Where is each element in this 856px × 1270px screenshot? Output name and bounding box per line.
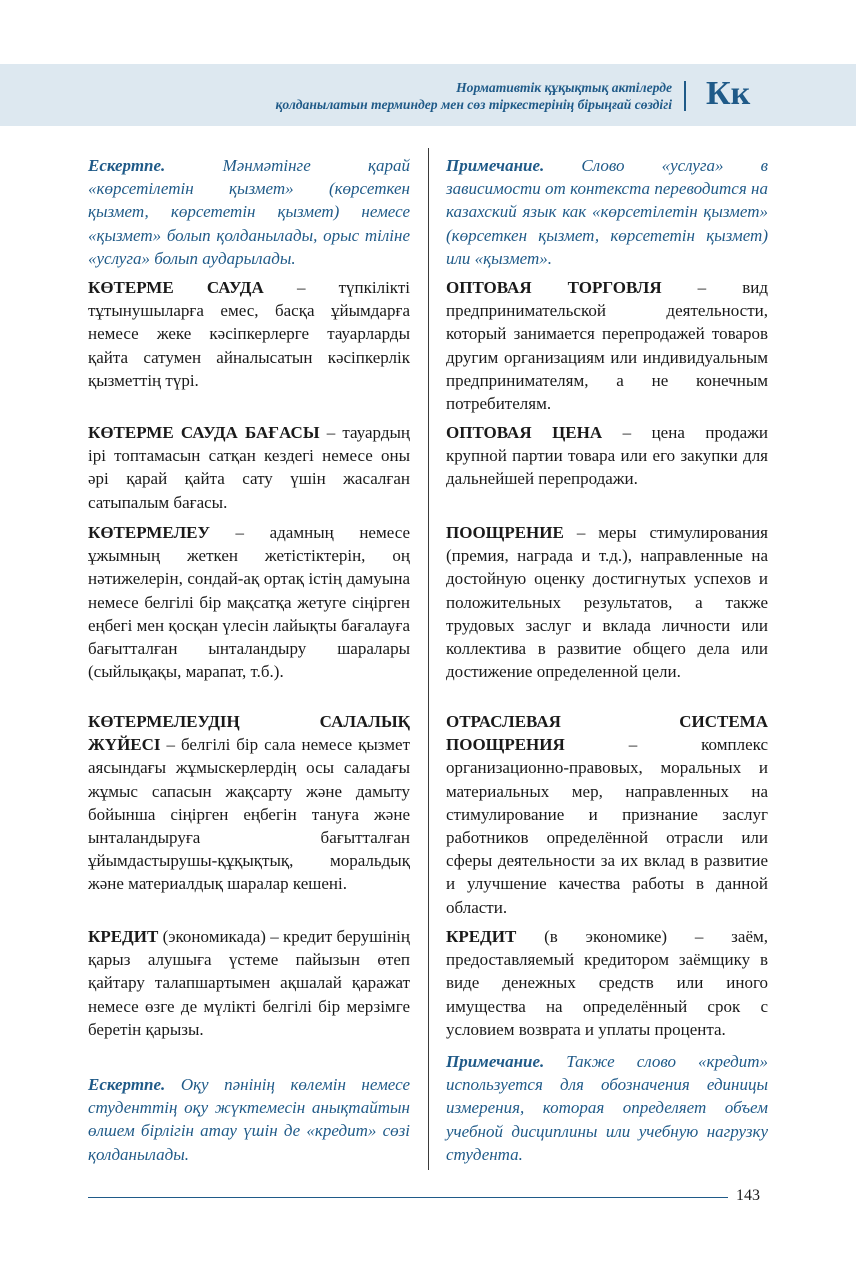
- note-label: Примечание.: [446, 156, 545, 175]
- entry-koterme-sauda: [88, 276, 410, 392]
- entry-otraslevaya-sistema-pooshchreniya: [446, 710, 768, 919]
- entry-definition: – комплекс организационно-правовых, моральных и материальных мер, направленных на стимулирование и признание заслуг работников определённой отрасли или сферы деятельности за их вклад в развитие и улучшение качества работы в данной области.: [446, 735, 768, 917]
- section-letter: Кк: [706, 75, 751, 112]
- entry-kotermeleu: [88, 521, 410, 683]
- entry-definition: – цена продажи крупной партии товара или его закупки для дальнейшей перепродажи.: [446, 423, 768, 489]
- entry-definition: – вид предпринимательской деятельности, который занимается перепродажей товаров другим организациям или индивидуальным предпринимателям, а не конечным потребителям.: [446, 278, 768, 414]
- entry-definition: (в экономике) – заём, предоставляемый кредитором заёмщику в виде денежных средств или иного имущества на определённый срок с условием возврата и уплаты процента.: [446, 927, 768, 1039]
- dictionary-title: [275, 79, 672, 113]
- entry-term: КӨТЕРМЕЛЕУ: [88, 523, 210, 542]
- note-label: Ескертпе.: [88, 1075, 166, 1094]
- entry-term: ПООЩРЕНИЕ: [446, 523, 564, 542]
- note-text: Слово «услуга» в зависимости от контекста переводится на казахский язык как «көрсетілетін қызмет» (көрсеткен қызмет, көрсететін қызмет) или «қызмет».: [446, 156, 768, 268]
- entry-optovaya-cena: [446, 421, 768, 491]
- note-paragraph-ru-2: [446, 1050, 768, 1166]
- entry-term: КӨТЕРМЕ САУДА БАҒАСЫ: [88, 423, 320, 442]
- page-number: 143: [736, 1187, 760, 1204]
- entry-term: ОТРАСЛЕВАЯ СИСТЕМА ПООЩРЕНИЯ: [446, 712, 768, 755]
- note-text: Оқу пәнінің көлемін немесе студенттің оқу жүктемесін анықтайтын өлшем бірлігін атау үшін де «кредит» сөзі қолданылады.: [88, 1075, 410, 1164]
- note-label: Ескертпе.: [88, 156, 166, 175]
- note-paragraph-kk-1: [88, 154, 410, 270]
- entry-term: КРЕДИТ: [88, 927, 159, 946]
- entry-term: КӨТЕРМЕЛЕУДІҢ САЛАЛЫҚ ЖҮЙЕСІ: [88, 712, 410, 755]
- entry-kredit-ru: [446, 925, 768, 1041]
- note-paragraph-kk-2: [88, 1073, 410, 1166]
- dictionary-title-line-2: қолданылатын терминдер мен сөз тіркестерінің бірыңғай сөздігі: [275, 97, 672, 112]
- header-divider: [684, 81, 686, 111]
- entry-kredit-kk: [88, 925, 410, 1041]
- entry-term: ОПТОВАЯ ЦЕНА: [446, 423, 603, 442]
- entry-definition: (экономикада) – кредит берушінің қарыз алушыға үстеме пайызын өтеп қайтару талапшартымен ақшалай қаражат немесе өзге де мүлікті белгілі бір мерзімге беретін қарызы.: [88, 927, 410, 1039]
- column-divider: [428, 148, 429, 1170]
- entry-term: КРЕДИТ: [446, 927, 517, 946]
- note-label: Примечание.: [446, 1052, 545, 1071]
- entry-definition: – түпкілікті тұтынушыларға емес, басқа ұйымдарға немесе жеке кәсіпкерлерге тауарларды қайта сатумен айналысатын кәсіпкерлік қызметтің түрі.: [88, 278, 410, 390]
- entry-pooshchrenie: [446, 521, 768, 683]
- footer-rule: [88, 1197, 728, 1198]
- entry-optovaya-torgovlya: [446, 276, 768, 415]
- entry-definition: – тауардың ірі топтамасын сатқан кездегі немесе оны әрі қарай қайта сату үшін жасалған сатыпалым бағасы.: [88, 423, 410, 512]
- entry-definition: – меры стимулирования (премия, награда и т.д.), направленные на достойную оценку достигнутых успехов и положительных результатов, а также трудовых заслуг и вклада личности или коллектива в развитие общего дела или достижение определенной цели.: [446, 523, 768, 682]
- entry-term: КӨТЕРМЕ САУДА: [88, 278, 264, 297]
- entry-kotermeleudin-salalyk-zhuiesi: [88, 710, 410, 896]
- entry-koterme-sauda-bagasy: [88, 421, 410, 514]
- entry-definition: – белгілі бір сала немесе қызмет аясындағы жұмыскерлердің осы саладағы жұмыс сапасын жақсарту және дамыту бойынша сіңірген еңбегін тануға және ынталандыруға бағытталған ұйымдастырушы-құқықтық, моральдық және материалдық шаралар кешені.: [88, 735, 410, 894]
- note-text: Мәнмәтінге қарай «көрсетілетін қызмет» (көрсеткен қызмет, көрсететін қызмет) немесе «қызмет» болып қолданылады, орыс тіліне «услуга» болып аударылады.: [88, 156, 410, 268]
- dictionary-title-line-1: Нормативтік құқықтық актілерде: [456, 80, 672, 95]
- entry-term: ОПТОВАЯ ТОРГОВЛЯ: [446, 278, 662, 297]
- entry-definition: – адамның немесе ұжымның жеткен жетістіктерін, оң нәтижелерін, сондай-ақ ортақ істің дамуына немесе белгілі бір мақсатқа жетуге сіңірген еңбегі мен қосқан үлесін лайықты бағалауға бағытталған ынталандыру шаралары (сыйлықақы, марапат, т.б.).: [88, 523, 410, 682]
- note-text: Также слово «кредит» используется для обозначения единицы измерения, которая определяет объем учебной дисциплины или учебную нагрузку студента.: [446, 1052, 768, 1164]
- note-paragraph-ru-1: [446, 154, 768, 270]
